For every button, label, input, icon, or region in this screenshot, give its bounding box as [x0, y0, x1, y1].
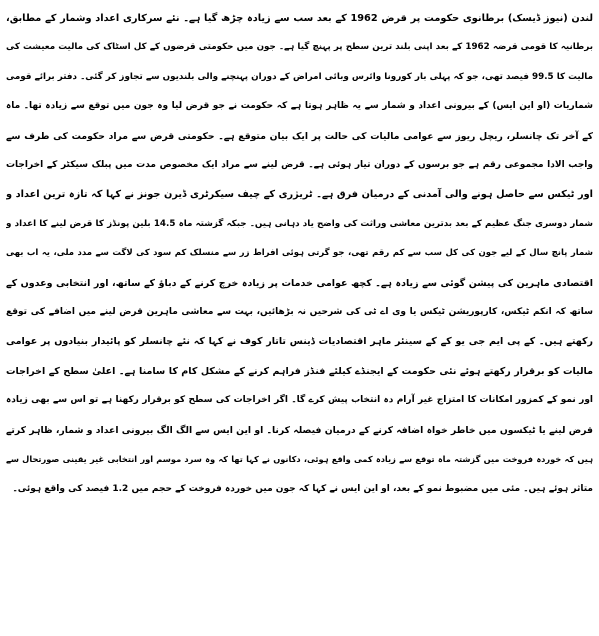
article-line: ہیں کہ خوردہ فروخت میں گزشتہ ماہ توقع سے زیادہ کمی واقع ہوئی، دکانوں نے کہا تھا کہ وہ سرد موسم اور انتخابی غیر یقینی صورتحال سے: [6, 454, 593, 465]
article-line: متاثر ہوئے ہیں۔ مئی میں مضبوط نمو کے بعد، او این ایس نے کہا کہ جون میں خوردہ فروخت کے حجم میں 1.2 فیصد کی واقع ہوئی۔: [12, 483, 593, 494]
article-line: شماریات (او این ایس) کے بیرونی اعداد و شمار سے یہ ظاہر ہوتا ہے کہ حکومت نے جو قرض لیا وہ جون میں توقع سے زیادہ تھا۔ ماہ: [6, 101, 593, 112]
article-line: شمار پانچ سال کے لیے جون کی کل سب سے کم رقم تھی، جو گرتی ہوئی افراط زر سے منسلک کم سود کی لاگت سے مدد ملی، یہ اب بھی: [6, 248, 593, 259]
article-line: لندن (نیوز ڈیسک) برطانوی حکومت پر قرض 1962 کے بعد سب سے زیادہ چڑھ گیا ہے۔ نئے سرکاری اعداد وشمار کے مطابق،: [6, 13, 593, 24]
article-line: رکھتے ہیں۔ کے پی ایم جی یو کے کے سینئر ماہر اقتصادیات ڈینس تاتار کوف نے کہا کہ نئے چانسلر کو پائیدار بنیادوں پر عوامی: [6, 336, 593, 348]
article-line: برطانیہ کا قومی قرضہ 1962 کے بعد اپنی بلند ترین سطح پر پہنچ گیا ہے۔ جون میں حکومتی قرضوں کے کل اسٹاک کی مالیت معیشت کی: [6, 42, 593, 53]
article-line: ساتھ کہ انکم ٹیکس، کارپوریشن ٹیکس یا وی اے ٹی کی شرحیں نہ بڑھائیں، بہت سے معاشی ماہرین قرض لینے میں اضافے کی توقع: [6, 307, 593, 318]
article-line: مالیت کا 99.5 فیصد تھی، جو کہ پہلی بار کورونا وائرس وبائی امراض کے دوران پہنچنے والی بلندیوں سے تجاوز کر گئی۔ دفتر برائے قومی: [6, 71, 593, 82]
article-line: کے آخر تک چانسلر، ریچل ریوز سے عوامی مالیات کی حالت پر ایک بیان متوقع ہے۔ حکومتی قرض سے مراد حکومت کی طرف سے: [6, 130, 593, 142]
news-article-body: [6, 4, 593, 504]
article-line: اور ٹیکس سے حاصل ہونے والی آمدنی کے درمیان فرق ہے۔ ٹریژری کے چیف سیکرٹری ڈیرن جونز نے کہا کہ تازہ ترین اعداد و: [6, 189, 593, 201]
article-line: واجب الادا مجموعی رقم ہے جو برسوں کے دوران تیار ہوئی ہے۔ قرض لینے سے مراد ایک مخصوص مدت میں پبلک سیکٹر کے اخراجات: [6, 160, 593, 171]
article-line: اور نمو کے کمزور امکانات کا امتزاج غیر آرام دہ انتخاب پیش کرے گا۔ اگر اخراجات کی سطح کو برقرار رکھنا ہے تو اس سے بھی زیادہ: [6, 395, 593, 406]
article-line: شمار دوسری جنگ عظیم کے بعد بدترین معاشی وراثت کی واضح یاد دہانی ہیں۔ جبکہ گزشتہ ماہ 14.5 بلین پونڈز کا قرض لینے کا اعداد و: [6, 218, 593, 229]
article-line: مالیات کو برقرار رکھتے ہوئے نئی حکومت کے ایجنڈے کیلئے فنڈز فراہم کرنے کے مشکل کام کا سامنا ہے۔ اعلیٰ سطح کے اخراجات: [6, 365, 593, 377]
article-line: قرض لینے یا ٹیکسوں میں خاطر خواہ اضافہ کرنے کے درمیان فیصلہ کرنا۔ او این ایس سے الگ الگ بیرونی اعداد و شمار، ظاہر کرتے: [6, 424, 593, 436]
article-line: اقتصادی ماہرین کی پیشن گوئی سے زیادہ ہے۔ کچھ عوامی خدمات پر زیادہ خرچ کرنے کے دباؤ کے ساتھ، اور انتخابی وعدوں کے: [6, 277, 593, 289]
